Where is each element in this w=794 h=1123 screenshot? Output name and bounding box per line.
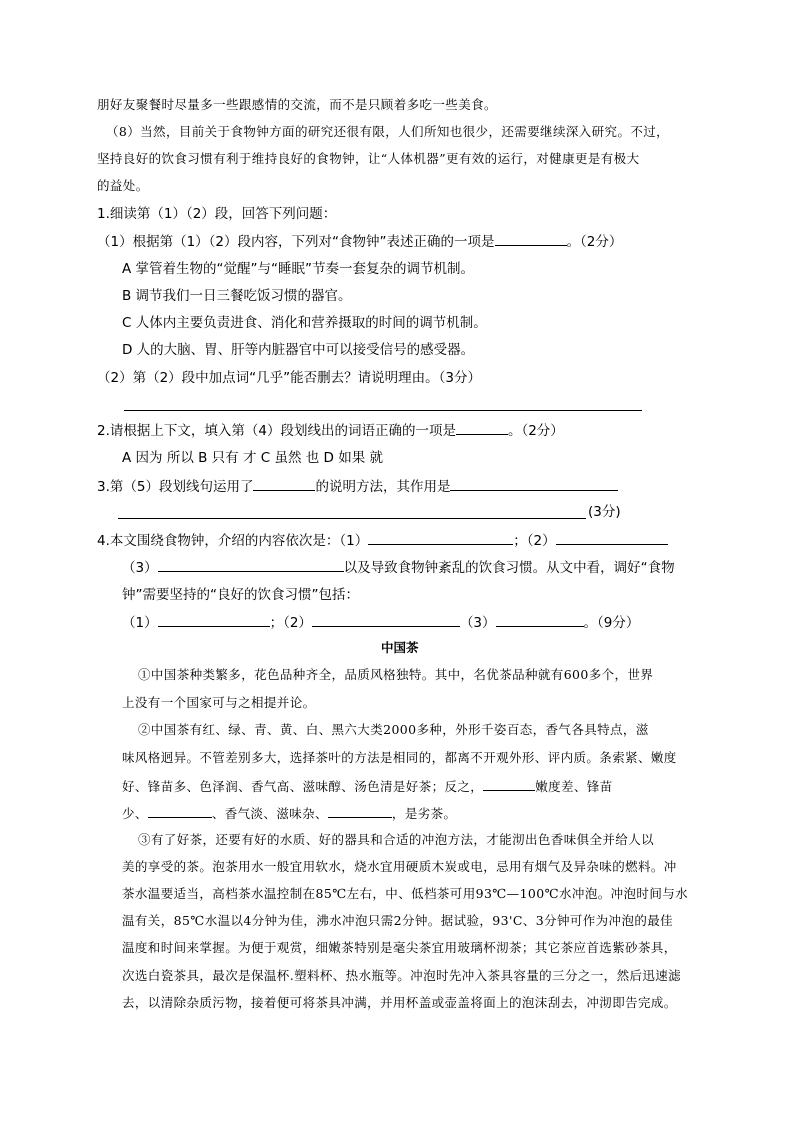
q2-stem: [97, 420, 564, 441]
passage2-p2-line4-c: ，是劣茶。: [391, 806, 457, 821]
q4-line4-c: （3）: [459, 615, 496, 631]
passage2-p2-line4-a: 少、: [122, 806, 148, 821]
q2-suffix: 。（2分）: [507, 423, 564, 439]
passage2-blank2[interactable]: [148, 803, 212, 818]
q1-1-option-c: C 人体内主要负责进食、消化和营养摄取的时间的调节机制。: [122, 315, 487, 331]
passage2-p3-line2: 美的享受的茶。泡茶用水一般宜用软水，烧水宜用硬质木炭或电，忌用有烟气及异杂味的燃料。冲: [122, 859, 677, 874]
passage1-p7-line: 朋好友聚餐时尽量多一些跟感情的交流，而不是只顾着多吃一些美食。: [97, 97, 497, 112]
passage2-p1-line2: 上没有一个国家可与之相提并论。: [122, 695, 316, 710]
q1-1-stem: [97, 231, 622, 252]
passage2-p1-line1: ①中国茶种类繁多，花色品种齐全，品质风格独特。其中，名优茶品种就有600多个，世界: [138, 667, 654, 682]
q2-prefix: 2.请根据上下文，填入第（4）段划线出的词语正确的一项是: [97, 423, 456, 439]
q4-line2-suffix: 以及导致食物钟紊乱的饮食习惯。从文中看，调好“食物: [343, 560, 675, 576]
q3-score: (3分): [588, 504, 621, 520]
q4-item1-blank[interactable]: [368, 530, 513, 545]
q2-answer-blank[interactable]: [456, 420, 508, 435]
q1-1-option-d: D 人的大脑、胃、肝等内脏器官中可以接受信号的感受器。: [122, 342, 475, 358]
q3-answer-line[interactable]: [118, 518, 586, 519]
q1-2-stem: （2）第（2）段中加点词“几乎”能否删去？请说明理由。（3分）: [97, 370, 482, 386]
q4-line4-b: ；（2）: [269, 615, 312, 631]
q1-stem: 1.细读第（1）（2）段，回答下列问题：: [97, 206, 337, 222]
passage2-p2-line3-a: 好、锋苗多、色泽润、香气高、滋味醇、汤色清是好茶；反之，: [122, 779, 484, 794]
passage2-title: 中国茶: [381, 640, 419, 655]
q4-item3-blank[interactable]: [158, 557, 344, 572]
q4-line2: [122, 557, 675, 578]
passage2-p2-line3-b: 嫩度差、锋苗: [535, 779, 613, 794]
q1-1-suffix: 。（2分）: [566, 234, 623, 250]
q4-line1-sep: ；（2）: [513, 533, 556, 549]
q1-2-answer-line[interactable]: [124, 410, 642, 411]
passage2-p3-line1: ③有了好茶，还要有好的水质、好的器具和合适的冲泡方法，才能沏出色香味俱全并给人以: [138, 832, 655, 847]
passage2-p2-line4-b: 、香气淡、滋味杂、: [211, 806, 328, 821]
passage1-p8-line2: 坚持良好的饮食习惯有利于维持良好的食物钟，让“人体机器”更有效的运行，对健康更是有极大: [97, 151, 640, 166]
passage2-p3-line7: 去，以清除杂质污物，接着便可将茶具冲满，并用杯盖或壶盖将面上的泡沫刮去，冲沏即告完成。: [122, 995, 677, 1010]
q4-line1: [97, 530, 668, 551]
q4-line3: 钟”需要坚持的“良好的饮食习惯”包括：: [122, 587, 359, 603]
q4-item2-blank[interactable]: [556, 530, 668, 545]
q4-line4-a: （1）: [122, 615, 158, 631]
q4-habit2-blank[interactable]: [312, 612, 460, 627]
q3-part1: 3.第（5）段划线句运用了: [97, 479, 254, 495]
passage2-blank3[interactable]: [328, 803, 392, 818]
passage2-p3-line4: 温有关，85℃水温以4分钟为佳，沸水冲泡只需2分钟。据试验，93'C、3分钟可作为冲泡的最佳: [122, 913, 674, 928]
q4-habit3-blank[interactable]: [496, 612, 584, 627]
passage2-p3-line3: 茶水温要适当，高档茶水温控制在85℃左右，中、低档茶可用93℃—100℃水冲泡。冲泡时间与水: [122, 886, 689, 901]
passage2-p3-line6: 次选白瓷茶具，最次是保温杯.塑料杯、热水瓶等。冲泡时先冲入茶具容量的三分之一，然后迅速滤: [122, 968, 682, 983]
q3-part2: 的说明方法，其作用是: [315, 479, 451, 495]
q1-1-answer-blank[interactable]: [495, 231, 567, 246]
q1-1-option-b: B 调节我们一日三餐吃饭习惯的器官。: [122, 288, 352, 304]
passage2-p2-line4: [122, 803, 456, 824]
q3-function-blank[interactable]: [450, 476, 618, 491]
q4-habit1-blank[interactable]: [158, 612, 270, 627]
q4-line4: [122, 612, 639, 633]
passage1-p8-line1: （8）当然，目前关于食物钟方面的研究还很有限，人们所知也很少，还需要继续深入研究。不过，: [106, 124, 670, 139]
q3-method-blank[interactable]: [253, 476, 315, 491]
q2-options: A 因为 所以 B 只有 才 C 虽然 也 D 如果 就: [122, 450, 384, 466]
passage2-blank1[interactable]: [483, 776, 535, 791]
q4-line1-prefix: 4.本文围绕食物钟，介绍的内容依次是：（1）: [97, 533, 369, 549]
q1-1-prefix: （1）根据第（1）（2）段内容，下列对“食物钟”表述正确的一项是: [97, 234, 495, 250]
q3-stem: [97, 476, 618, 497]
passage2-p3-line5: 温度和时间来掌握。为便于观赏，细嫩茶特别是毫尖茶宜用玻璃杯沏茶；其它茶应首选紫砂茶具，: [122, 940, 677, 955]
passage1-p8-line3: 的益处。: [97, 178, 149, 193]
q1-1-option-a: A 掌管着生物的“觉醒”与“睡眠”节奏一套复杂的调节机制。: [122, 261, 475, 277]
passage2-p2-line3: [122, 776, 613, 797]
q4-line4-end: 。（9分）: [583, 615, 640, 631]
passage2-p2-line1: ②中国茶有红、绿、青、黄、白、黑六大类2000多种，外形千姿百态，香气各具特点，滋: [138, 722, 649, 737]
q4-line2-prefix: （3）: [122, 560, 158, 576]
passage2-p2-line2: 味风格迥异。不管差别多大，选择茶叶的方法是相同的，都离不开观外形、评内质。条索紧、嫩度: [122, 750, 677, 765]
